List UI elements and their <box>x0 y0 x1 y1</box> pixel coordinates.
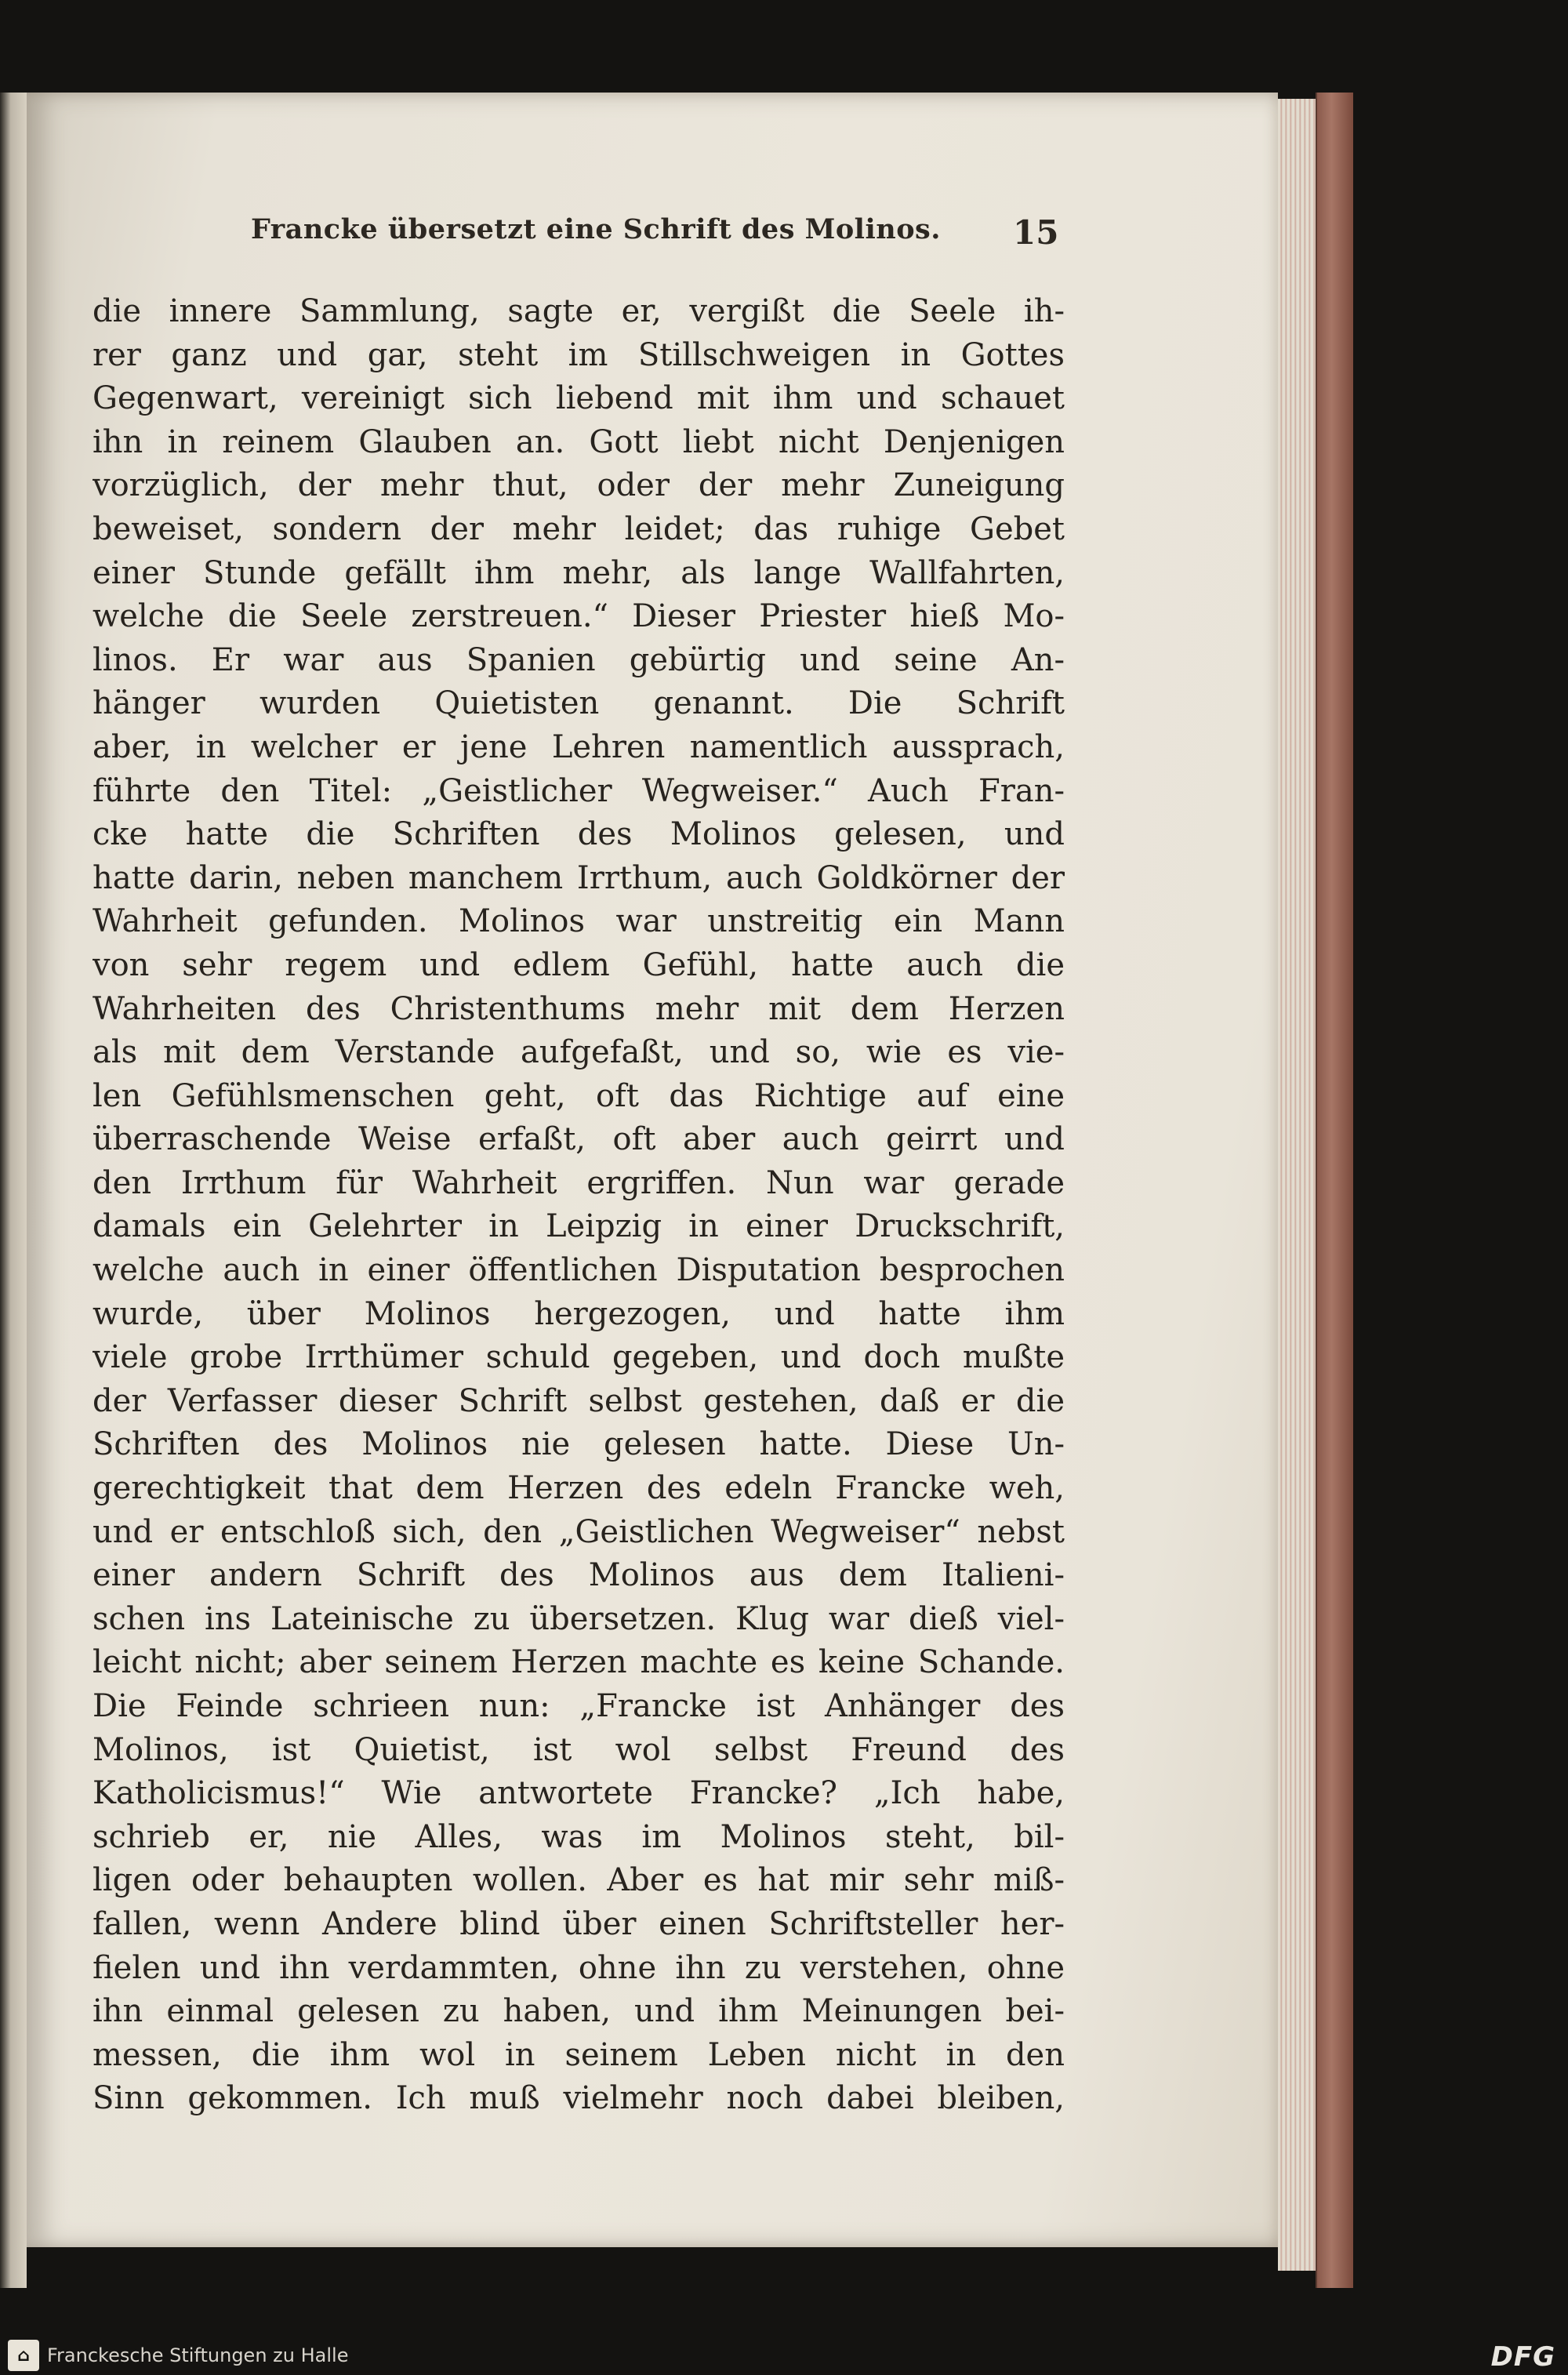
text-line: schrieb er, nie Alles, was im Molinos steht, bil- <box>93 1818 1065 1855</box>
text-line: den Irrthum für Wahrheit ergriffen. Nun war gerade <box>93 1164 1065 1201</box>
text-line: fielen und ihn verdammten, ohne ihn zu verstehen, ohne <box>93 1949 1065 1986</box>
text-line: führte den Titel: „Geistlicher Wegweiser.“ Auch Fran- <box>93 772 1065 809</box>
text-line: ihn in reinem Glauben an. Gott liebt nicht Denjenigen <box>93 423 1065 460</box>
franckesche-stiftungen-logo-icon: ⌂ <box>8 2340 39 2371</box>
text-line: cke hatte die Schriften des Molinos gelesen, und <box>93 816 1065 853</box>
text-line: von sehr regem und edlem Gefühl, hatte auch die <box>93 946 1065 983</box>
text-line: damals ein Gelehrter in Leipzig in einer Druckschrift, <box>93 1208 1065 1245</box>
text-line: beweiset, sondern der mehr leidet; das ruhige Gebet <box>93 510 1065 547</box>
text-line: überraschende Weise erfaßt, oft aber auch geirrt und <box>93 1121 1065 1158</box>
text-line: einer andern Schrift des Molinos aus dem Italieni- <box>93 1557 1065 1594</box>
text-line: linos. Er war aus Spanien gebürtig und seine An- <box>93 641 1065 678</box>
facing-page-edge <box>0 93 27 2288</box>
text-line: Sinn gekommen. Ich muß vielmehr noch dabei bleiben, <box>93 2080 1065 2117</box>
institution-name: Franckesche Stiftungen zu Halle <box>47 2344 349 2366</box>
text-line: schen ins Lateinische zu übersetzen. Klug war dieß viel- <box>93 1600 1065 1637</box>
text-line: len Gefühlsmenschen geht, oft das Richtige auf eine <box>93 1077 1065 1114</box>
text-line: wurde, über Molinos hergezogen, und hatte ihm <box>93 1295 1065 1332</box>
text-line: der Verfasser dieser Schrift selbst gestehen, daß er die <box>93 1382 1065 1419</box>
text-line: Die Feinde schrieen nun: „Francke ist Anhänger des <box>93 1688 1065 1724</box>
text-line: Molinos, ist Quietist, ist wol selbst Freund des <box>93 1731 1065 1768</box>
text-line: leicht nicht; aber seinem Herzen machte es keine Schande. <box>93 1644 1065 1681</box>
text-line: rer ganz und gar, steht im Stillschweigen in Gottes <box>93 336 1065 373</box>
text-line: einer Stunde gefällt ihm mehr, als lange Wallfahrten, <box>93 554 1065 591</box>
text-line: welche auch in einer öffentlichen Disputation besprochen <box>93 1252 1065 1289</box>
text-line: vorzüglich, der mehr thut, oder der mehr Zuneigung <box>93 467 1065 504</box>
text-line: Gegenwart, vereinigt sich liebend mit ihm und schauet <box>93 380 1065 417</box>
body-text <box>93 290 1065 2121</box>
text-line: Katholicismus!“ Wie antwortete Francke? „Ich habe, <box>93 1775 1065 1812</box>
dfg-logo-icon: DFG <box>1490 2341 1555 2373</box>
text-line: Schriften des Molinos nie gelesen hatte. Diese Un- <box>93 1426 1065 1463</box>
text-line: gerechtigkeit that dem Herzen des edeln Francke weh, <box>93 1470 1065 1507</box>
text-line: aber, in welcher er jene Lehren namentlich aussprach, <box>93 728 1065 765</box>
text-line: welche die Seele zerstreuen.“ Dieser Priester hieß Mo- <box>93 598 1065 635</box>
text-line: viele grobe Irrthümer schuld gegeben, und doch mußte <box>93 1339 1065 1376</box>
page-number: 15 <box>1013 213 1059 252</box>
text-line: ihn einmal gelesen zu haben, und ihm Meinungen bei- <box>93 1993 1065 2030</box>
text-line: hänger wurden Quietisten genannt. Die Schrift <box>93 685 1065 722</box>
page-stack-edges <box>1278 99 1316 2271</box>
book-cover-edge <box>1316 93 1353 2288</box>
text-line: fallen, wenn Andere blind über einen Schriftsteller her- <box>93 1905 1065 1942</box>
text-line: und er entschloß sich, den „Geistlichen Wegweiser“ nebst <box>93 1513 1065 1550</box>
viewer-footer <box>0 2337 1568 2375</box>
text-line: die innere Sammlung, sagte er, vergißt die Seele ih- <box>93 293 1065 329</box>
running-head: Francke übersetzt eine Schrift des Molinos. <box>251 213 941 245</box>
text-line: hatte darin, neben manchem Irrthum, auch Goldkörner der <box>93 859 1065 896</box>
text-line: Wahrheit gefunden. Molinos war unstreitig ein Mann <box>93 903 1065 940</box>
text-line: als mit dem Verstande aufgefaßt, und so, wie es vie- <box>93 1034 1065 1071</box>
text-line: ligen oder behaupten wollen. Aber es hat mir sehr miß- <box>93 1862 1065 1899</box>
text-line: Wahrheiten des Christenthums mehr mit dem Herzen <box>93 990 1065 1027</box>
text-line: messen, die ihm wol in seinem Leben nicht in den <box>93 2036 1065 2073</box>
